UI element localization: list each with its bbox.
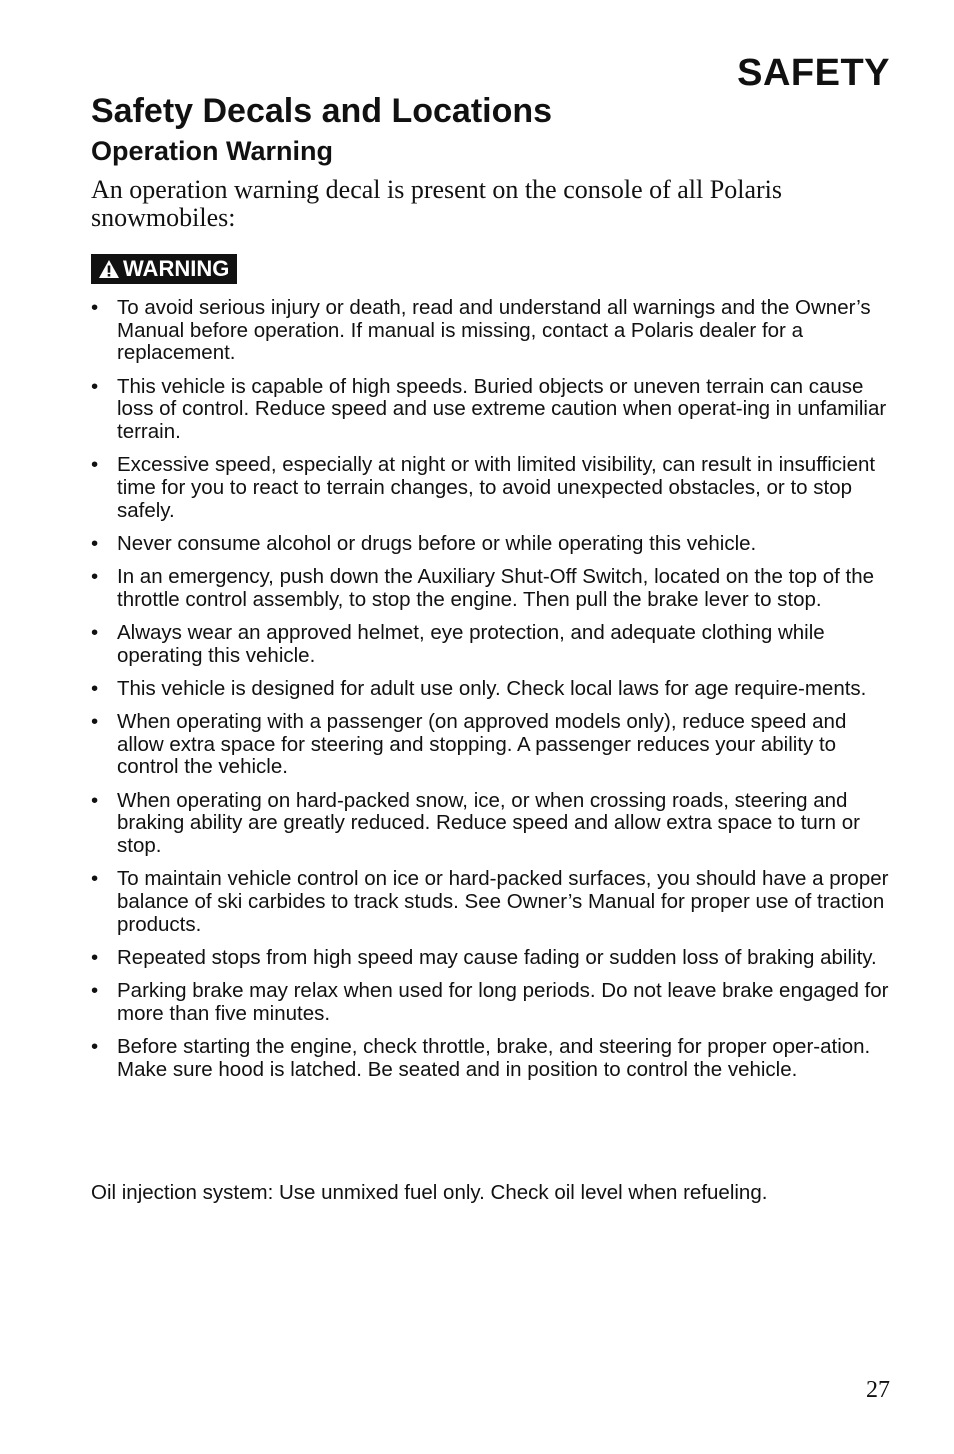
warning-badge xyxy=(91,254,237,284)
bullet: • xyxy=(91,620,99,644)
section-header: SAFETY xyxy=(737,52,890,94)
bullet: • xyxy=(91,296,99,319)
bullet: • xyxy=(91,676,99,700)
list-item-text: When operating with a passenger (on approved models only), reduce speed and allow extra space for steering and stopping. A passenger reduces your ability to control the vehicle. xyxy=(117,710,847,779)
list-item xyxy=(91,1036,891,1081)
list-item-text: Repeated stops from high speed may cause fading or sudden loss of braking ability. xyxy=(117,945,877,969)
list-item-text: Excessive speed, especially at night or with limited visibility, can result in insufficient time for you to react to terrain changes, to avoid unexpected obstacles, or to stop safely. xyxy=(117,453,876,522)
bullet: • xyxy=(91,565,99,589)
list-item-text: Always wear an approved helmet, eye protection, and adequate clothing while operating this vehicle. xyxy=(117,620,825,667)
list-item-text: This vehicle is capable of high speeds. Buried objects or uneven terrain can cause loss of control. Reduce speed and use extreme caution when operat-ing in unfamiliar terrain. xyxy=(117,374,887,444)
page-title: Safety Decals and Locations xyxy=(91,92,553,130)
list-item-text: When operating on hard-packed snow, ice, or when crossing roads, steering and braking ability are greatly reduced. Reduce speed and allow extra space to turn or stop. xyxy=(117,788,860,858)
bullet: • xyxy=(91,945,99,969)
list-item-text: In an emergency, push down the Auxiliary Shut-Off Switch, located on the top of the throttle control assembly, to stop the engine. Then pull the brake lever to stop. xyxy=(117,565,875,611)
bullet: • xyxy=(91,374,99,398)
bullet: • xyxy=(91,531,99,555)
bullet: • xyxy=(91,453,99,477)
bullet: • xyxy=(91,979,99,1003)
bullet: • xyxy=(91,867,99,891)
bullet: • xyxy=(91,1034,99,1058)
list-item xyxy=(91,790,891,858)
list-item xyxy=(91,711,891,779)
list-item xyxy=(91,454,891,522)
warning-label: WARNING xyxy=(123,256,230,281)
list-item-text: Parking brake may relax when used for long periods. Do not leave brake engaged for more than five minutes. xyxy=(117,979,889,1025)
list-item xyxy=(91,980,891,1025)
warning-triangle-icon xyxy=(98,259,120,279)
section-subtitle: Operation Warning xyxy=(91,136,333,166)
intro-paragraph: An operation warning decal is present on the console of all Polaris snowmobiles: xyxy=(91,175,782,232)
page-number: 27 xyxy=(866,1377,890,1403)
list-item xyxy=(91,678,891,701)
list-item xyxy=(91,376,891,444)
list-item-text: To avoid serious injury or death, read and understand all warnings and the Owner’s Manual before operation. If manual is missing, contact a Polaris dealer for a replacement. xyxy=(117,296,871,365)
list-item xyxy=(91,533,891,556)
list-item-text: To maintain vehicle control on ice or hard-packed surfaces, you should have a proper balance of ski carbides to track studs. See Owner’s Manual for proper use of traction products. xyxy=(117,867,889,936)
list-item xyxy=(91,947,891,970)
oil-injection-note: Oil injection system: Use unmixed fuel only. Check oil level when refueling. xyxy=(91,1181,768,1204)
list-item xyxy=(91,566,891,611)
warning-list xyxy=(91,297,891,1092)
list-item xyxy=(91,297,891,365)
list-item-text: Before starting the engine, check throttle, brake, and steering for proper oper-ation. Make sure hood is latched. Be seated and in position to control the vehicle. xyxy=(117,1034,871,1081)
bullet: • xyxy=(91,710,99,734)
list-item-text: This vehicle is designed for adult use only. Check local laws for age require-ments. xyxy=(117,676,867,700)
list-item xyxy=(91,868,891,936)
bullet: • xyxy=(91,788,99,812)
list-item xyxy=(91,622,891,667)
list-item-text: Never consume alcohol or drugs before or while operating this vehicle. xyxy=(117,531,757,555)
